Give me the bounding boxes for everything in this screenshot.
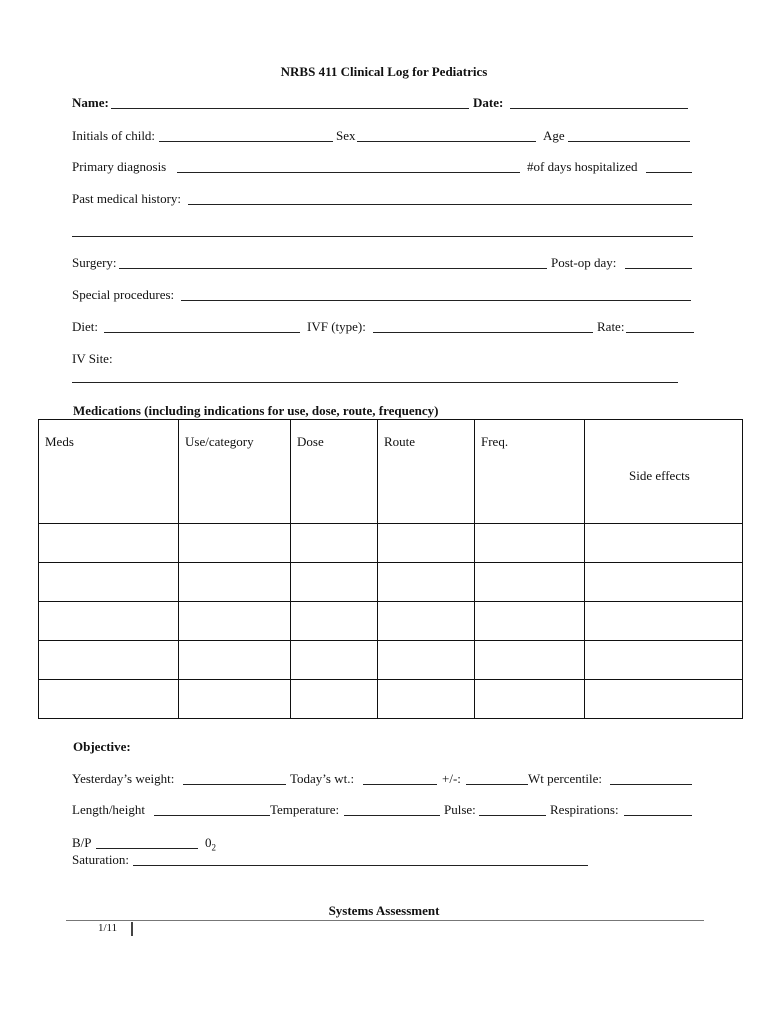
medications-heading: Medications (including indications for use, dose, route, frequency)	[73, 403, 439, 418]
post-op-day-label: Post-op day:	[551, 255, 617, 270]
table-cell[interactable]	[475, 602, 585, 641]
length-height-label: Length/height	[72, 802, 145, 817]
todays-wt-field[interactable]	[363, 784, 437, 785]
table-cell[interactable]	[179, 680, 291, 719]
past-medical-history-field[interactable]	[188, 204, 692, 205]
diet-field[interactable]	[104, 332, 300, 333]
sex-label: Sex	[336, 128, 356, 143]
column-header-dose: Dose	[291, 420, 378, 524]
table-cell[interactable]	[475, 563, 585, 602]
bp-field[interactable]	[96, 848, 198, 849]
o2-label: $0_2$	[205, 835, 216, 853]
bp-label: B/P	[72, 835, 92, 850]
yesterdays-weight-field[interactable]	[183, 784, 286, 785]
table-cell[interactable]	[179, 524, 291, 563]
temperature-field[interactable]	[344, 815, 440, 816]
table-cell[interactable]	[378, 641, 475, 680]
table-cell[interactable]	[291, 563, 378, 602]
table-cell[interactable]	[378, 602, 475, 641]
temperature-label: Temperature:	[270, 802, 340, 817]
table-cell[interactable]	[291, 641, 378, 680]
todays-wt-label: Today’s wt.:	[290, 771, 355, 786]
special-procedures-label: Special procedures:	[72, 287, 175, 302]
table-cell[interactable]	[378, 680, 475, 719]
table-cell[interactable]	[475, 680, 585, 719]
page-number-separator	[131, 922, 133, 936]
past-medical-history-field-2[interactable]	[72, 236, 693, 237]
table-cell[interactable]	[585, 641, 743, 680]
primary-diagnosis-field[interactable]	[177, 172, 520, 173]
respirations-label: Respirations:	[550, 802, 619, 817]
surgery-label: Surgery:	[72, 255, 117, 270]
table-cell[interactable]	[291, 524, 378, 563]
table-cell[interactable]	[475, 524, 585, 563]
medications-table	[38, 419, 743, 719]
days-hospitalized-label: #of days hospitalized	[527, 159, 638, 174]
name-label: Name:	[72, 95, 109, 110]
iv-site-label: IV Site:	[72, 351, 113, 366]
length-height-field[interactable]	[154, 815, 270, 816]
table-row	[39, 524, 743, 563]
sex-field[interactable]	[357, 141, 536, 142]
wt-percentile-label: Wt percentile:	[528, 771, 602, 786]
past-medical-history-label: Past medical history:	[72, 191, 182, 206]
systems-assessment-heading: Systems Assessment	[328, 903, 440, 918]
footer-divider	[66, 920, 704, 921]
date-field[interactable]	[510, 108, 688, 109]
ivf-field[interactable]	[373, 332, 593, 333]
table-cell[interactable]	[378, 524, 475, 563]
saturation-label: Saturation:	[72, 852, 130, 867]
column-header-use-category: Use/category	[179, 420, 291, 524]
table-row	[39, 680, 743, 719]
table-cell[interactable]	[585, 602, 743, 641]
table-cell[interactable]	[39, 680, 179, 719]
rate-label: Rate:	[597, 319, 625, 334]
surgery-field[interactable]	[119, 268, 547, 269]
saturation-field[interactable]	[133, 865, 588, 866]
column-header-side-effects: Side effects	[585, 420, 743, 524]
table-cell[interactable]	[39, 641, 179, 680]
post-op-day-field[interactable]	[625, 268, 692, 269]
table-cell[interactable]	[179, 563, 291, 602]
column-header-route: Route	[378, 420, 475, 524]
plus-minus-label: +/-:	[442, 771, 461, 786]
table-row	[39, 563, 743, 602]
table-cell[interactable]	[378, 563, 475, 602]
table-cell[interactable]	[475, 641, 585, 680]
column-header-freq: Freq.	[475, 420, 585, 524]
age-label: Age	[543, 128, 565, 143]
initials-label: Initials of child:	[72, 128, 156, 143]
rate-field[interactable]	[626, 332, 694, 333]
table-cell[interactable]	[585, 524, 743, 563]
table-row	[39, 641, 743, 680]
wt-percentile-field[interactable]	[610, 784, 692, 785]
column-header-meds: Meds	[39, 420, 179, 524]
name-field[interactable]	[111, 108, 469, 109]
table-cell[interactable]	[585, 563, 743, 602]
pulse-field[interactable]	[479, 815, 546, 816]
table-cell[interactable]	[179, 641, 291, 680]
ivf-label: IVF (type):	[307, 319, 366, 334]
initials-field[interactable]	[159, 141, 333, 142]
table-row	[39, 602, 743, 641]
table-cell[interactable]	[39, 602, 179, 641]
table-cell[interactable]	[291, 602, 378, 641]
table-cell[interactable]	[39, 563, 179, 602]
table-cell[interactable]	[179, 602, 291, 641]
diet-label: Diet:	[72, 319, 98, 334]
objective-heading: Objective:	[73, 739, 131, 754]
medications-header-row	[39, 420, 743, 524]
table-cell[interactable]	[39, 524, 179, 563]
days-hospitalized-field[interactable]	[646, 172, 692, 173]
special-procedures-field[interactable]	[181, 300, 691, 301]
pulse-label: Pulse:	[444, 802, 476, 817]
plus-minus-field[interactable]	[466, 784, 528, 785]
yesterdays-weight-label: Yesterday’s weight:	[72, 771, 175, 786]
primary-diagnosis-label: Primary diagnosis	[72, 159, 167, 174]
iv-site-field[interactable]	[72, 382, 678, 383]
table-cell[interactable]	[585, 680, 743, 719]
age-field[interactable]	[568, 141, 690, 142]
page-number: 1/11	[98, 922, 118, 934]
page-title: NRBS 411 Clinical Log for Pediatrics	[280, 64, 488, 79]
table-cell[interactable]	[291, 680, 378, 719]
respirations-field[interactable]	[624, 815, 692, 816]
date-label: Date:	[473, 95, 504, 110]
